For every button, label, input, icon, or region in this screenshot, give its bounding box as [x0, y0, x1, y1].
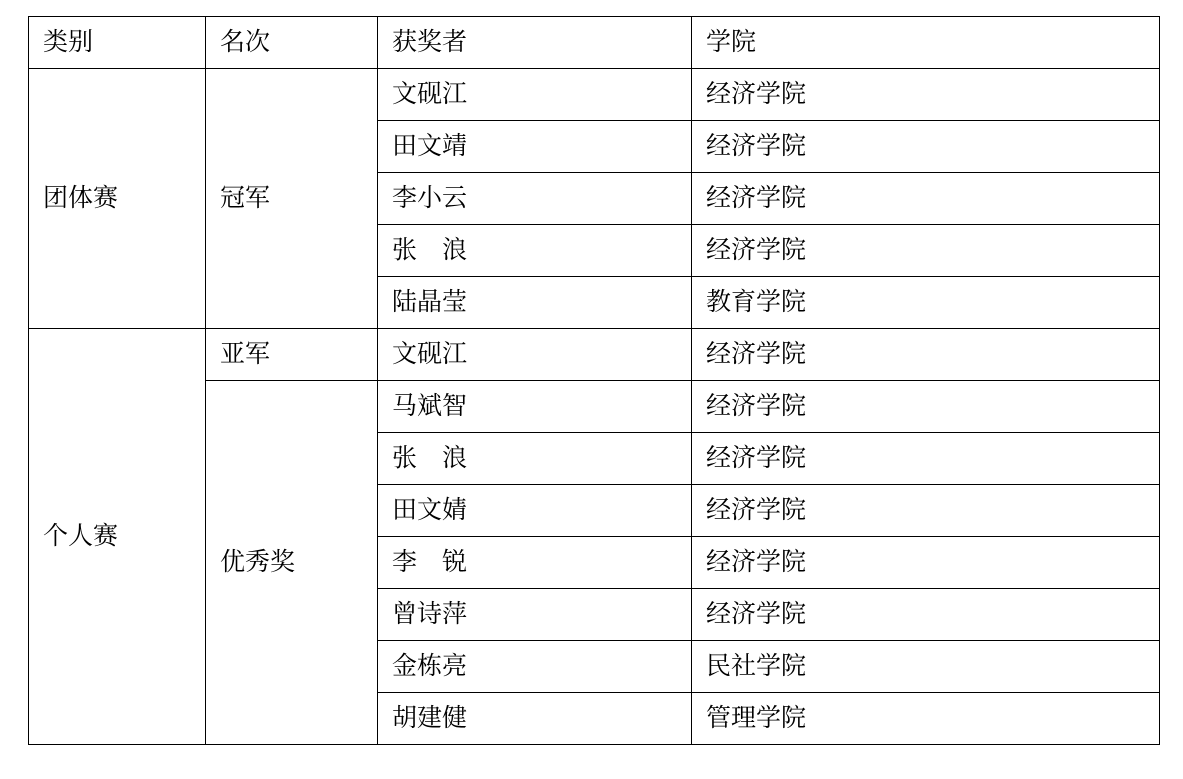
winner-cell: 胡建健	[378, 693, 692, 745]
college-cell: 经济学院	[692, 537, 1160, 589]
college-cell: 经济学院	[692, 69, 1160, 121]
college-cell: 经济学院	[692, 329, 1160, 381]
winner-cell: 陆晶莹	[378, 277, 692, 329]
table-row	[29, 329, 1160, 381]
winner-cell: 文砚江	[378, 69, 692, 121]
table-header-row	[29, 17, 1160, 69]
winner-cell: 张 浪	[378, 225, 692, 277]
table-header	[29, 17, 1160, 69]
winner-cell: 张 浪	[378, 433, 692, 485]
college-cell: 教育学院	[692, 277, 1160, 329]
category-cell-team: 团体赛	[29, 69, 206, 329]
college-cell: 经济学院	[692, 433, 1160, 485]
winner-cell: 田文婧	[378, 485, 692, 537]
winner-cell: 田文靖	[378, 121, 692, 173]
table-row	[29, 69, 1160, 121]
column-header-winner: 获奖者	[378, 17, 692, 69]
college-cell: 经济学院	[692, 173, 1160, 225]
college-cell: 经济学院	[692, 381, 1160, 433]
column-header-college: 学院	[692, 17, 1160, 69]
winner-cell: 马斌智	[378, 381, 692, 433]
winner-cell: 文砚江	[378, 329, 692, 381]
college-cell: 管理学院	[692, 693, 1160, 745]
column-header-category: 类别	[29, 17, 206, 69]
winner-cell: 金栋亮	[378, 641, 692, 693]
college-cell: 经济学院	[692, 485, 1160, 537]
winner-cell: 曾诗萍	[378, 589, 692, 641]
award-results-table	[28, 16, 1160, 745]
college-cell: 经济学院	[692, 225, 1160, 277]
college-cell: 民社学院	[692, 641, 1160, 693]
rank-cell-runnerup: 亚军	[206, 329, 378, 381]
winner-cell: 李小云	[378, 173, 692, 225]
column-header-rank: 名次	[206, 17, 378, 69]
winner-cell: 李 锐	[378, 537, 692, 589]
college-cell: 经济学院	[692, 589, 1160, 641]
table-body	[29, 69, 1160, 745]
rank-cell-champion: 冠军	[206, 69, 378, 329]
college-cell: 经济学院	[692, 121, 1160, 173]
rank-cell-excellence: 优秀奖	[206, 381, 378, 745]
category-cell-individual: 个人赛	[29, 329, 206, 745]
